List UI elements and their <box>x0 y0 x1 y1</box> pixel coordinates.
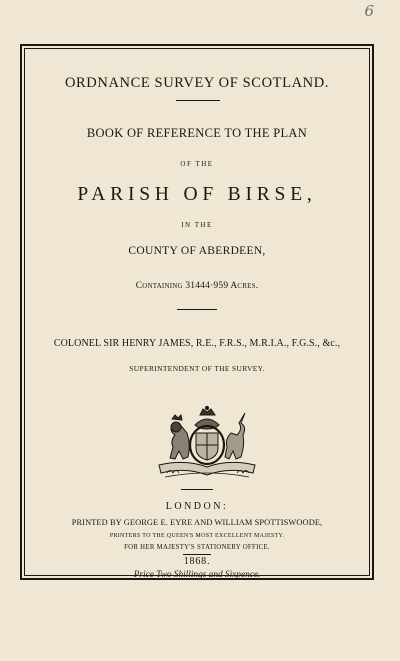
publication-year: 1868. <box>183 556 211 567</box>
divider-rule <box>176 100 220 101</box>
survey-title: ORDNANCE SURVEY OF SCOTLAND. <box>64 75 330 91</box>
price-text: Price Two Shillings and Sixpence. <box>133 570 261 580</box>
printers-to-queen: PRINTERS TO THE QUEEN'S MOST EXCELLENT MAJESTY. <box>109 533 285 539</box>
acreage-text: Containing 31444·959 Acres. <box>135 281 259 291</box>
county-name: COUNTY OF ABERDEEN, <box>128 245 266 257</box>
imprint-city: LONDON: <box>165 501 229 512</box>
printer-name: PRINTED BY GEORGE E. EYRE AND WILLIAM SPOTTISWOODE, <box>71 518 323 527</box>
colonel-name: COLONEL SIR HENRY JAMES, R.E., F.R.S., M.R.I.A., F.G.S., &c., <box>53 338 341 349</box>
of-the-text: OF THE <box>180 160 214 168</box>
in-the-text: IN THE <box>181 221 213 229</box>
superintendent-title: SUPERINTENDENT OF THE SURVEY. <box>129 364 265 373</box>
title-page-inner-border <box>24 48 370 580</box>
parish-name: PARISH OF BIRSE, <box>77 184 317 205</box>
stationery-office: FOR HER MAJESTY'S STATIONERY OFFICE. <box>124 544 270 551</box>
page-number: 6 <box>364 2 374 20</box>
title-page-border <box>20 44 374 580</box>
divider-rule <box>183 554 211 555</box>
book-title: BOOK OF REFERENCE TO THE PLAN <box>86 126 308 140</box>
divider-rule <box>181 489 213 490</box>
divider-rule <box>177 309 217 310</box>
royal-coat-of-arms-icon <box>145 405 270 481</box>
